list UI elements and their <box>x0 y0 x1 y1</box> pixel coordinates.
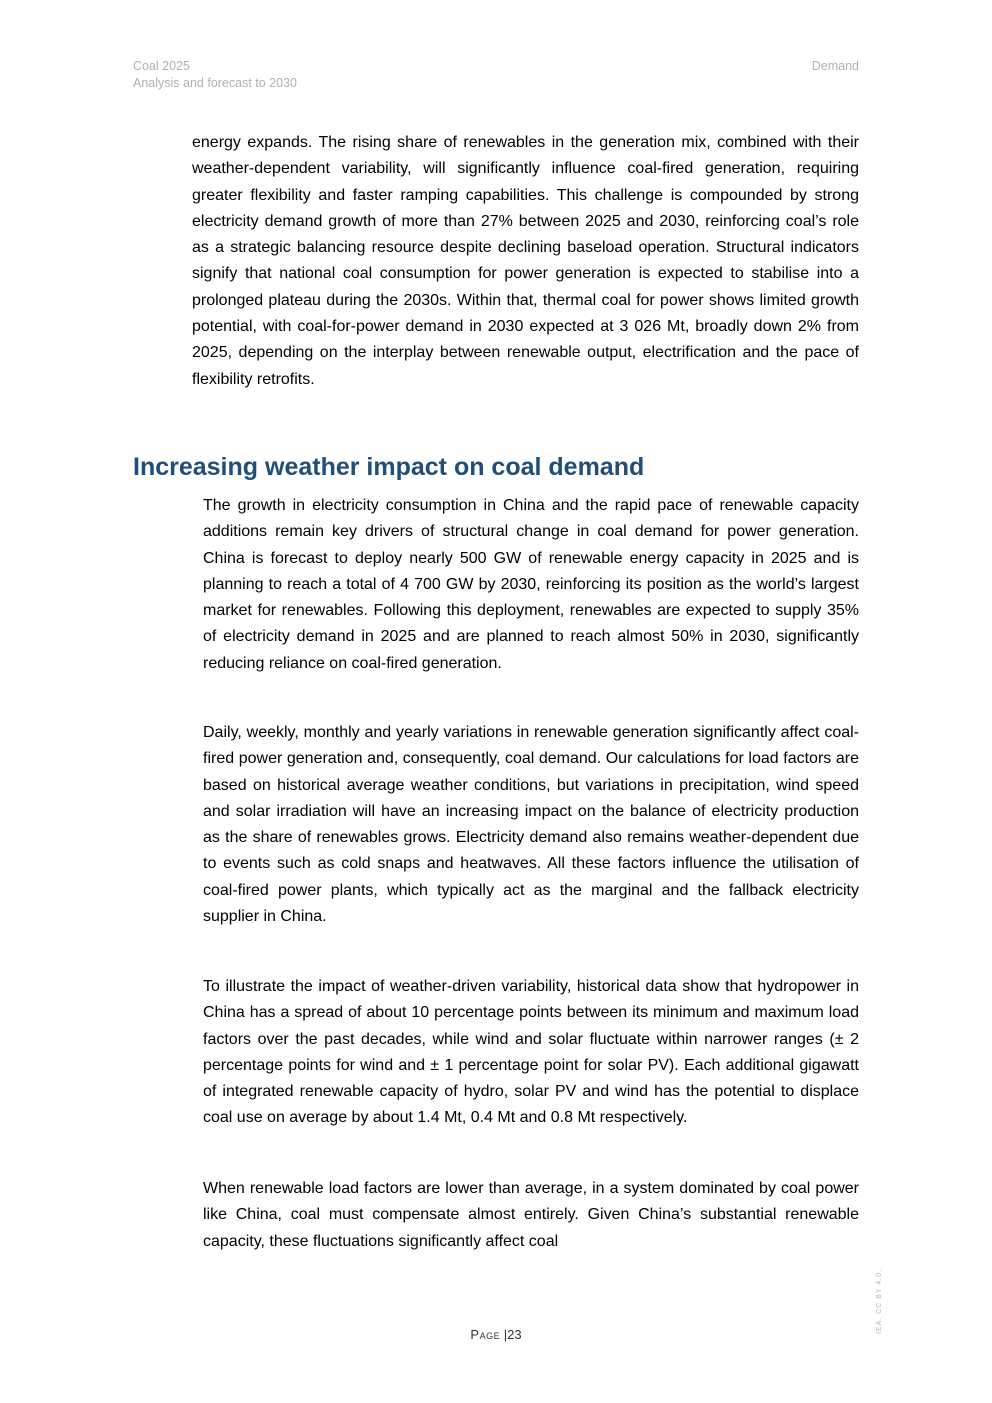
report-subtitle: Analysis and forecast to 2030 <box>133 76 297 90</box>
body-paragraph: When renewable load factors are lower than average, in a system dominated by coal power like China, coal must compensate almost entirely. Given China’s substantial renewable capacity, these fluctuations significantly affect coal <box>203 1180 859 1250</box>
page-separator: | <box>503 1327 508 1342</box>
body-paragraph: The growth in electricity consumption in China and the rapid pace of renewable capacity additions remain key drivers of structural change in coal demand for power generation. China is forecast to deploy nearly 500 GW of renewable energy capacity in 2025 and is planning to reach a total of 4 700 GW by 2030, reinforcing its position as the world’s largest market for renewables. Following this deployment, renewables are expected to supply 35% of electricity demand in 2025 and are planned to reach almost 50% in 2030, significantly reducing reliance on coal-fired generation. <box>203 497 859 672</box>
running-header-left <box>133 58 297 92</box>
chapter-label: Demand <box>811 59 859 73</box>
page-number: 23 <box>507 1327 522 1342</box>
body-paragraph: To illustrate the impact of weather-driven variability, historical data show that hydropower in China has a spread of about 10 percentage points between its minimum and maximum load factors over the past decades, while wind and solar fluctuate within narrower ranges (± 2 percentage points for wind and ± 1 percentage point for solar PV). Each additional gigawatt of integrated renewable capacity of hydro, solar PV and wind has the potential to displace coal use on average by about 1.4 Mt, 0.4 Mt and 0.8 Mt respectively. <box>203 978 859 1127</box>
body-paragraph: Daily, weekly, monthly and yearly variations in renewable generation significantly affect coal-fired power generation and, consequently, coal demand. Our calculations for load factors are based on historical average weather conditions, but variations in precipitation, wind speed and solar irradiation will have an increasing impact on the balance of electricity production as the share of renewables grows. Electricity demand also remains weather-dependent due to events such as cold snaps and heatwaves. All these factors influence the utilisation of coal-fired power plants, which typically act as the marginal and the fallback electricity supplier in China. <box>203 724 859 926</box>
license-note: IEA. CC BY 4.0. <box>876 1268 883 1334</box>
page-footer <box>0 1326 992 1344</box>
page-label: Page <box>470 1327 501 1342</box>
intro-paragraph: energy expands. The rising share of renewables in the generation mix, combined with their weather-dependent variability, will significantly influence coal-fired generation, requiring greater flexibility and faster ramping capabilities. This challenge is compounded by strong electricity demand growth of more than 27% between 2025 and 2030, reinforcing coal’s role as a strategic balancing resource despite declining baseload operation. Structural indicators signify that national coal consumption for power generation is expected to stabilise into a prolonged plateau during the 2030s. Within that, thermal coal for power shows limited growth potential, with coal-for-power demand in 2030 expected at 3 026 Mt, broadly down 2% from 2025, depending on the interplay between renewable output, electrification and the pace of flexibility retrofits. <box>192 134 859 388</box>
report-title: Coal 2025 <box>133 59 190 73</box>
section-heading: Increasing weather impact on coal demand <box>133 453 645 481</box>
